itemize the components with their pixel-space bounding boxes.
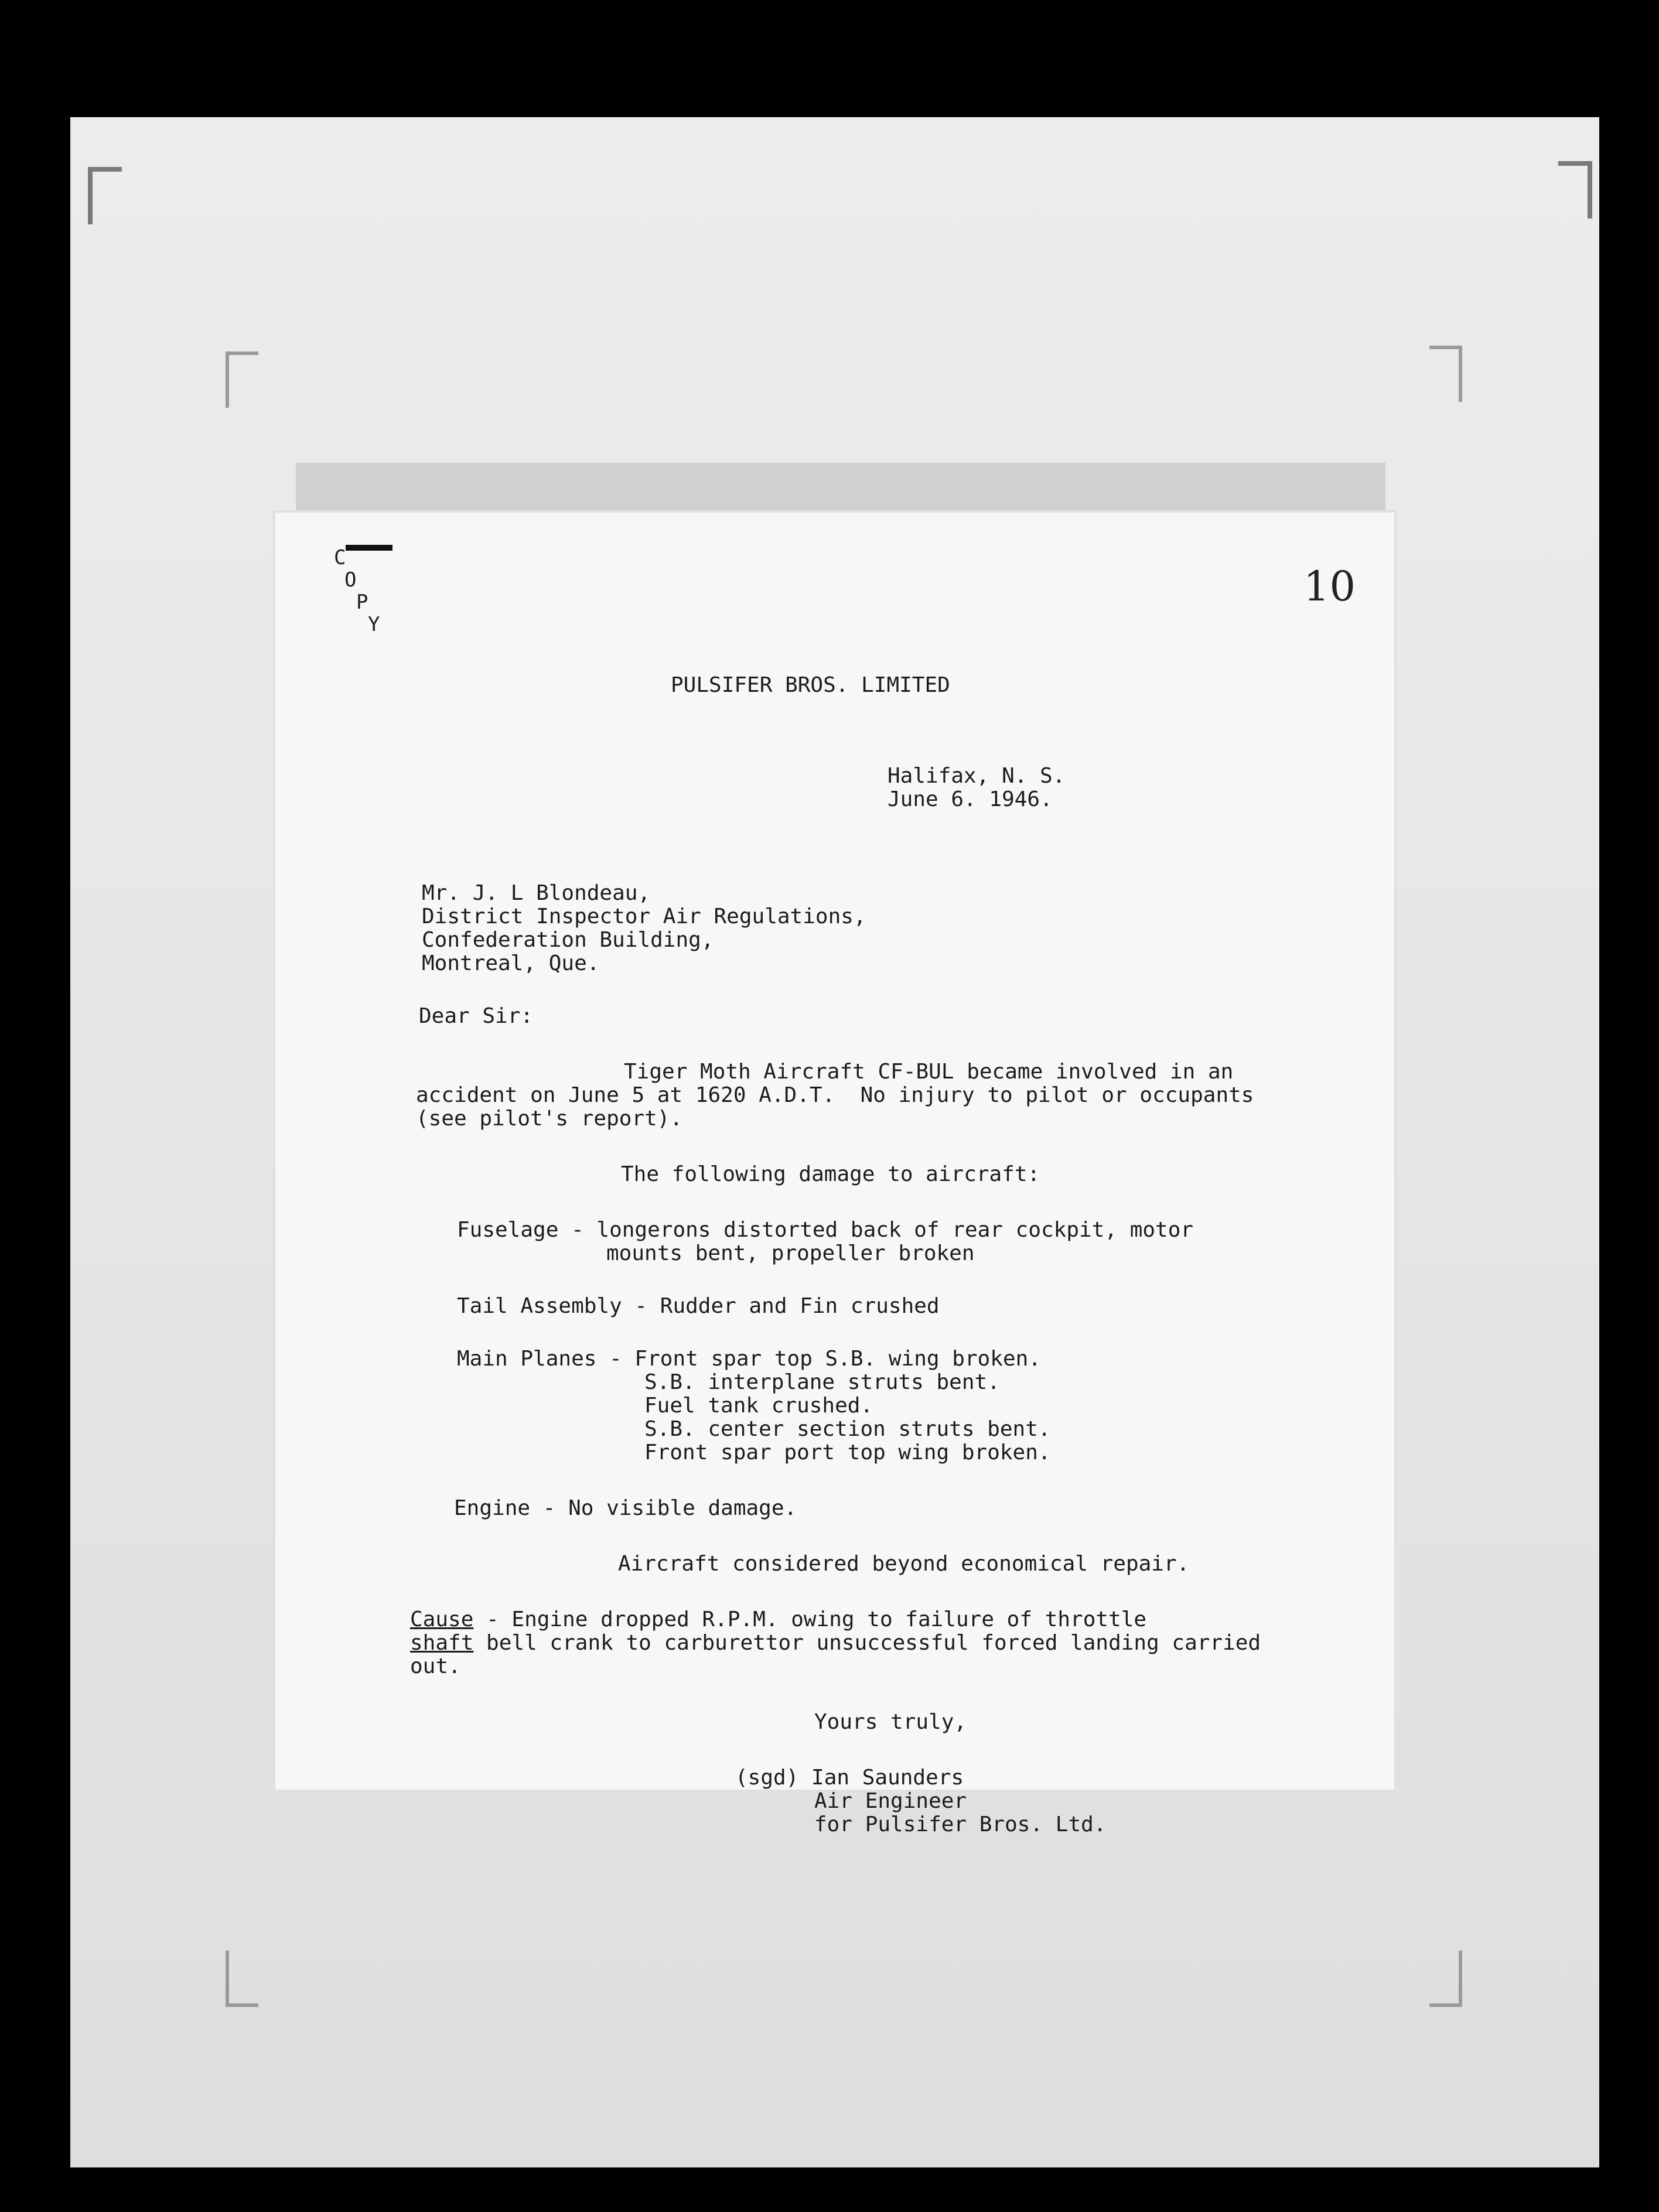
recipient-title: District Inspector Air Regulations, <box>422 904 866 929</box>
tail-assembly: Tail Assembly - Rudder and Fin crushed <box>457 1294 940 1318</box>
conclusion: Aircraft considered beyond economical repair. <box>618 1552 1190 1576</box>
main-planes-line-2: S.B. interplane struts bent. <box>644 1370 1000 1394</box>
signature-name: (sgd) Ian Saunders <box>735 1766 964 1790</box>
main-planes-line-3: Fuel tank crushed. <box>644 1394 873 1418</box>
crop-mark-top-right <box>1429 346 1462 402</box>
handwritten-page-number: 10 <box>1303 562 1356 610</box>
signature-role: Air Engineer <box>814 1789 967 1813</box>
recipient-name: Mr. J. L Blondeau, <box>422 881 651 905</box>
letter-sheet <box>275 513 1394 1790</box>
damage-heading: The following damage to aircraft: <box>621 1162 1040 1186</box>
cause-line-2-text: bell crank to carburettor unsuccessful forced landing carried <box>473 1631 1261 1655</box>
cause-line-1-text: - Engine dropped R.P.M. owing to failure of throttle <box>473 1607 1147 1631</box>
engine-damage: Engine - No visible damage. <box>454 1496 797 1520</box>
crop-mark-outer-top-right <box>1558 161 1592 219</box>
cause-line-2 <box>410 1631 1261 1655</box>
recipient-building: Confederation Building, <box>422 928 714 952</box>
copy-letter-p: P <box>356 590 368 614</box>
copy-stamp <box>334 545 398 644</box>
copy-stamp-bar <box>346 545 392 551</box>
date: June 6. 1946. <box>887 787 1053 811</box>
crop-mark-outer-top-left <box>88 167 122 224</box>
signature-company: for Pulsifer Bros. Ltd. <box>814 1812 1107 1836</box>
main-planes-line-5: Front spar port top wing broken. <box>644 1440 1051 1465</box>
cause-label: Cause <box>410 1607 474 1631</box>
crop-mark-bottom-right <box>1429 1951 1462 2007</box>
intro-line-1: Tiger Moth Aircraft CF-BUL became involved in an <box>624 1060 1234 1084</box>
place: Halifax, N. S. <box>887 764 1066 788</box>
copy-letter-o: O <box>344 568 357 592</box>
copy-letter-c: C <box>334 546 346 569</box>
fuselage-line-2: mounts bent, propeller broken <box>606 1241 975 1265</box>
intro-line-3: (see pilot's report). <box>416 1107 683 1131</box>
fuselage-line-1: Fuselage - longerons distorted back of rear cockpit, motor <box>457 1218 1194 1242</box>
cause-line-1 <box>410 1608 1146 1631</box>
cause-line-3: out. <box>410 1654 461 1678</box>
closing: Yours truly, <box>814 1710 967 1734</box>
main-planes-line-1: Main Planes - Front spar top S.B. wing broken. <box>457 1347 1041 1371</box>
crop-mark-top-left <box>226 351 258 408</box>
crop-mark-bottom-left <box>226 1951 258 2007</box>
main-planes-line-4: S.B. center section struts bent. <box>644 1417 1051 1441</box>
copy-letter-y: Y <box>368 613 380 636</box>
recipient-city: Montreal, Que. <box>422 951 600 975</box>
intro-line-2: accident on June 5 at 1620 A.D.T. No injury to pilot or occupants <box>416 1083 1254 1107</box>
letterhead: PULSIFER BROS. LIMITED <box>671 673 950 697</box>
cause-line-2-label: shaft <box>410 1631 474 1655</box>
salutation: Dear Sir: <box>419 1004 534 1028</box>
